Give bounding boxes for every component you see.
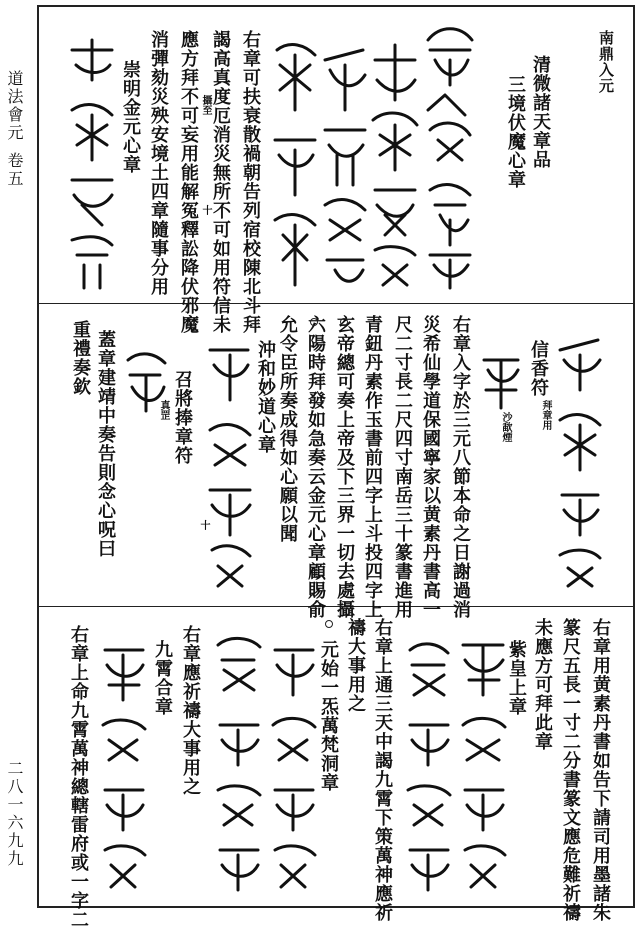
text-col: 崇明金元心章 bbox=[120, 60, 141, 174]
text-col: 謁高真度厄消災無所不可如用符信未 bbox=[210, 30, 231, 334]
text-col: 右章可扶衰散禍朝告列宿校陳北斗拜 bbox=[240, 30, 261, 334]
text-col: 玄帝總可奏上帝及下三界一切去處攝 bbox=[334, 315, 355, 619]
annotation: 十 bbox=[198, 520, 209, 530]
text-col: 尺二寸長二尺四寸南岳三十篆書進用 bbox=[392, 315, 413, 619]
text-col: 沖和妙道心章 bbox=[255, 340, 276, 454]
punctuation-circle bbox=[340, 318, 348, 326]
annotation: 十 bbox=[200, 205, 211, 215]
text-col: 右章上命九霄萬神總轄雷府或一字二 bbox=[68, 625, 89, 929]
text-col: 右章應祈禱大事用之 bbox=[180, 625, 201, 796]
text-col: 召將捧章符 bbox=[172, 370, 193, 465]
seal-glyph-column bbox=[62, 20, 122, 290]
seal-glyph-column bbox=[265, 20, 325, 290]
seal-glyph-column bbox=[210, 625, 265, 895]
annotation: 拜章用 bbox=[540, 400, 551, 430]
seal-glyph-column bbox=[455, 625, 510, 895]
annotation: 攝至 bbox=[200, 95, 211, 115]
seal-glyph-column bbox=[95, 625, 150, 895]
seal-glyph bbox=[120, 345, 170, 415]
text-col: 允令臣所奏成得如心願以聞 bbox=[277, 315, 298, 543]
seal-glyph-column bbox=[200, 320, 260, 590]
text-col: 右章用黄素丹書如告下請司用墨諸朱 bbox=[590, 618, 611, 922]
text-col: 篆尺五長一寸二分書篆文應危難祈禱 bbox=[560, 618, 581, 922]
top-right-label: 南鼎入元 bbox=[597, 30, 615, 94]
seal-glyph-column bbox=[265, 625, 320, 895]
text-col: 九霄合章 bbox=[152, 640, 173, 716]
seal-glyph-column bbox=[420, 20, 480, 290]
page-number: 二八一六九九 bbox=[5, 760, 24, 868]
book-title: 道法會元卷五 bbox=[5, 70, 24, 188]
panel-divider-1 bbox=[37, 303, 635, 304]
text-col: 災希仙學道保國寧家以黄素丹書高一 bbox=[420, 315, 441, 619]
text-col: 紫皇上章 bbox=[506, 640, 527, 716]
text-col: 重禮奏欽 bbox=[70, 320, 91, 396]
text-col: 青鈕丹素作玉書前四字上斗投四字上 bbox=[362, 315, 383, 619]
text-col: 元始一炁萬梵洞章 bbox=[318, 640, 339, 792]
text-col: 右章入字於三元八節本命之日謝過消 bbox=[450, 315, 471, 619]
text-col: 右章上通三天中謁九霄下策萬神應祈 bbox=[372, 618, 393, 922]
text-col: 未應方可拜此章 bbox=[532, 618, 553, 751]
seal-glyph bbox=[478, 340, 524, 410]
text-col: 禱大事用之 bbox=[345, 618, 366, 713]
text-col: 六陽時拜發如急奏云金元心章顧賜俞 bbox=[305, 315, 326, 619]
punctuation-circle bbox=[310, 318, 318, 326]
text-col: 三境伏魔心章 bbox=[505, 75, 526, 189]
text-col: 清微諸天章品 bbox=[530, 55, 551, 169]
text-col: 消彈劾災殃安境土四章隨事分用 bbox=[148, 30, 169, 296]
seal-glyph-column bbox=[550, 320, 610, 590]
punctuation-circle bbox=[325, 620, 333, 628]
annotation: 真罡 bbox=[158, 400, 169, 420]
text-col: 應方拜不可妄用能解冤釋訟降伏邪魔 bbox=[178, 30, 199, 334]
text-col: 信香符 bbox=[528, 340, 549, 397]
seal-glyph-column bbox=[400, 625, 455, 895]
volume-label: 卷五 bbox=[5, 152, 24, 188]
text-col: 蓋章建靖中奏告則念心呪曰 bbox=[95, 330, 116, 558]
annotation: 沙歃煙 bbox=[500, 412, 511, 442]
